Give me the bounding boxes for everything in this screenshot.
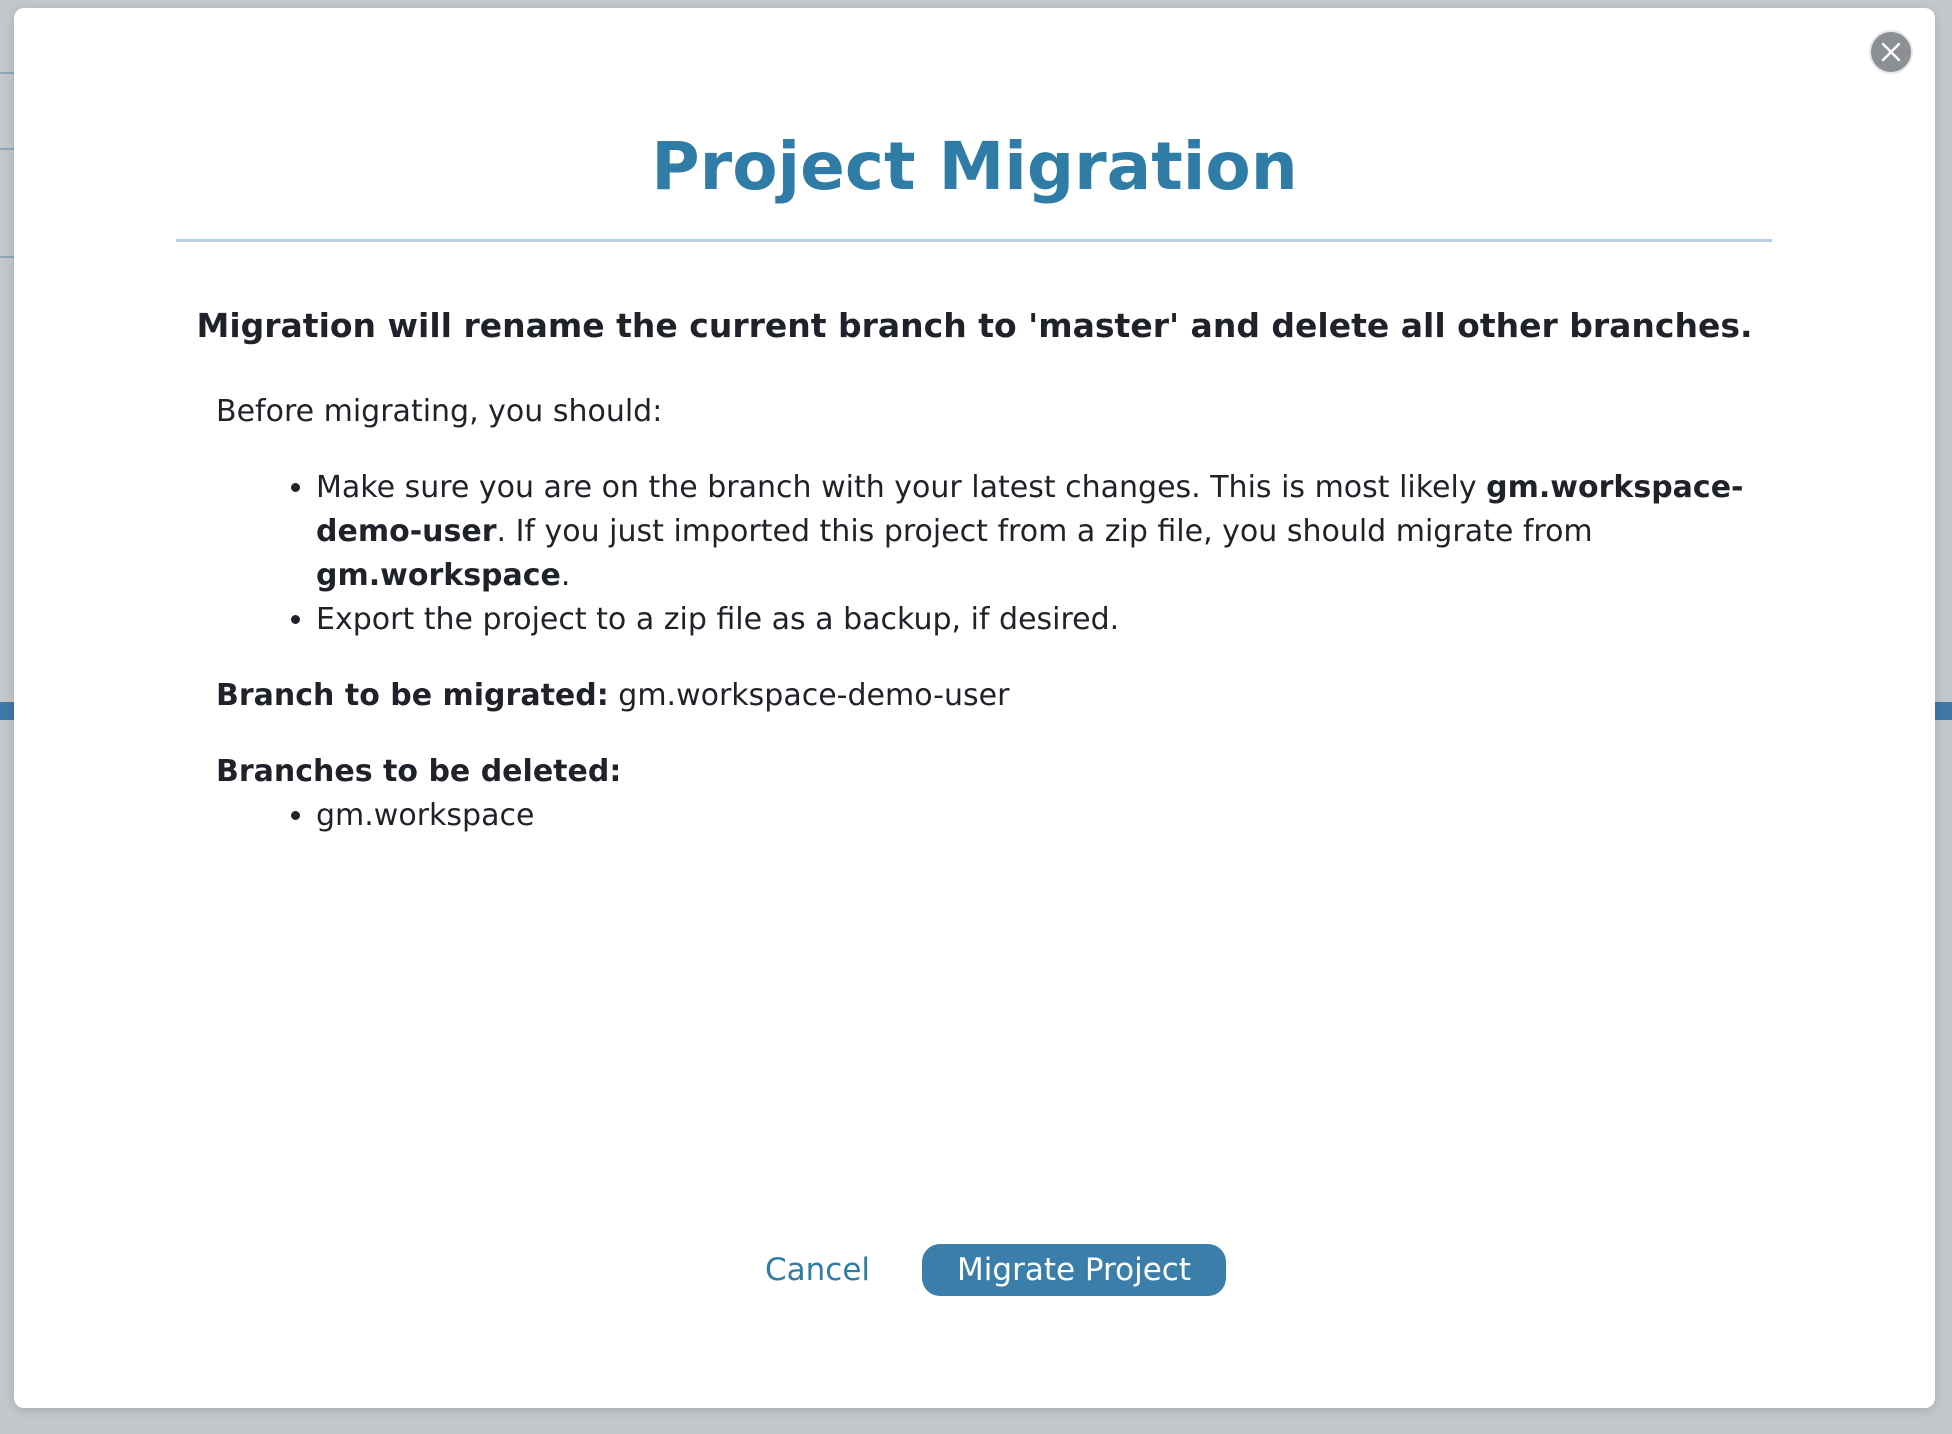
- background-divider: [0, 72, 14, 74]
- branch-migrated-label: Branch to be migrated:: [216, 678, 609, 713]
- branch-migrated-value: gm.workspace-demo-user: [608, 678, 1010, 713]
- migration-modal: [14, 8, 1935, 1408]
- close-icon: [1880, 41, 1902, 63]
- step1-text: Make sure you are on the branch with your latest changes. This is most likely: [316, 470, 1487, 505]
- branches-deleted-label: Branches to be deleted:: [216, 754, 622, 789]
- modal-title: Project Migration: [651, 128, 1298, 205]
- cancel-button[interactable]: Cancel: [753, 1252, 882, 1288]
- modal-actions: [14, 1244, 1935, 1296]
- title-divider: [176, 239, 1772, 242]
- close-button[interactable]: [1869, 30, 1913, 74]
- step1-text: . If you just imported this project from a zip file, you should migrate from: [496, 514, 1593, 549]
- list-item: • gm.workspace: [316, 794, 1776, 838]
- background-bar: [0, 702, 14, 720]
- branch-migrated-row: [216, 674, 1776, 718]
- list-item: [316, 466, 1776, 598]
- migrate-project-button[interactable]: Migrate Project: [922, 1244, 1226, 1296]
- background-bar: [1932, 702, 1952, 720]
- list-item: [316, 598, 1776, 642]
- background-divider: [0, 256, 14, 258]
- step1-text: .: [560, 558, 571, 593]
- modal-content: [216, 390, 1776, 838]
- branch-name: gm.workspace: [316, 558, 561, 593]
- steps-list: [216, 466, 1776, 642]
- branch-name: gm.workspace-demo-user: [316, 470, 1744, 549]
- background-divider: [0, 148, 14, 150]
- branches-deleted-list: [216, 794, 1776, 838]
- migration-warning: Migration will rename the current branch to 'master' and delete all other branches.: [196, 306, 1753, 345]
- step2-text: Export the project to a zip file as a backup, if desired.: [316, 602, 1120, 637]
- intro-text: Before migrating, you should:: [216, 394, 663, 429]
